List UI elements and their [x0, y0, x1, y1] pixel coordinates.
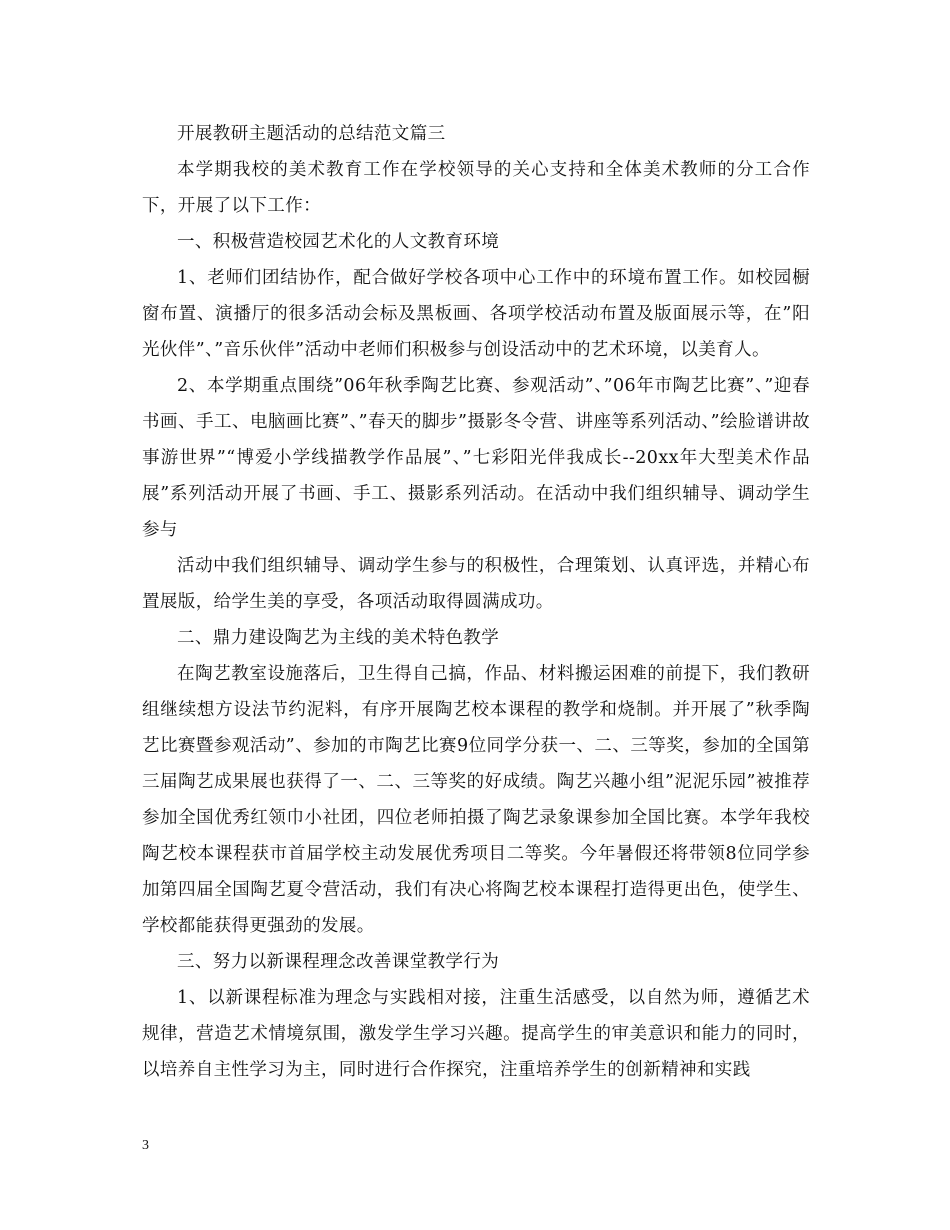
paragraph-1-2: 2、本学期重点围绕”06年秋季陶艺比赛、参观活动”、”06年市陶艺比赛”、”迎春书画、手工、电脑画比赛”、”春天的脚步”摄影冬令营、讲座等系列活动、”绘脸谱讲故事游世界”“博爱小学线描教学作品展”、”七彩阳光伴我成长--20xx年大型美术作品展”系列活动开展了书画、手工、摄影系列活动。在活动中我们组织辅导、调动学生参与: [142, 376, 810, 540]
section-heading-1: 一、积极营造校园艺术化的人文教育环境: [177, 232, 500, 252]
paragraph-3-1: 1、以新课程标准为理念与实践相对接，注重生活感受，以自然为师，遵循艺术规律，营造艺术情境氛围，激发学生学习兴趣。提高学生的审美意识和能力的同时，以培养自主性学习为主，同时进行合作探究，注重培养学生的创新精神和实践: [142, 988, 810, 1080]
document-title: 开展教研主题活动的总结范文篇三: [177, 124, 446, 144]
paragraph-intro: 本学期我校的美术教育工作在学校领导的关心支持和全体美术教师的分工合作下，开展了以下工作：: [142, 160, 810, 216]
paragraph-1-3: 活动中我们组织辅导、调动学生参与的积极性，合理策划、认真评选，并精心布置展版，给学生美的享受，各项活动取得圆满成功。: [142, 556, 810, 612]
section-heading-2: 二、鼎力建设陶艺为主线的美术特色教学: [177, 628, 500, 648]
section-heading-3: 三、努力以新课程理念改善课堂教学行为: [177, 952, 500, 972]
paragraph-2-1: 在陶艺教室设施落后，卫生得自己搞，作品、材料搬运困难的前提下，我们教研组继续想方设法节约泥料，有序开展陶艺校本课程的教学和烧制。并开展了”秋季陶艺比赛暨参观活动”、参加的市陶艺比赛9位同学分获一、二、三等奖，参加的全国第三届陶艺成果展也获得了一、二、三等奖的好成绩。陶艺兴趣小组”泥泥乐园”被推荐参加全国优秀红领巾小社团，四位老师拍摄了陶艺录象课参加全国比赛。本学年我校陶艺校本课程获市首届学校主动发展优秀项目二等奖。今年暑假还将带领8位同学参加第四届全国陶艺夏令营活动，我们有决心将陶艺校本课程打造得更出色，使学生、学校都能获得更强劲的发展。: [142, 664, 810, 936]
page-number: 3: [142, 1138, 149, 1153]
document-body: [142, 116, 810, 1088]
paragraph-1-1: 1、老师们团结协作，配合做好学校各项中心工作中的环境布置工作。如校园橱窗布置、演播厅的很多活动会标及黑板画、各项学校活动布置及版面展示等，在”阳光伙伴”、”音乐伙伴”活动中老师们积极参与创设活动中的艺术环境，以美育人。: [142, 268, 810, 360]
